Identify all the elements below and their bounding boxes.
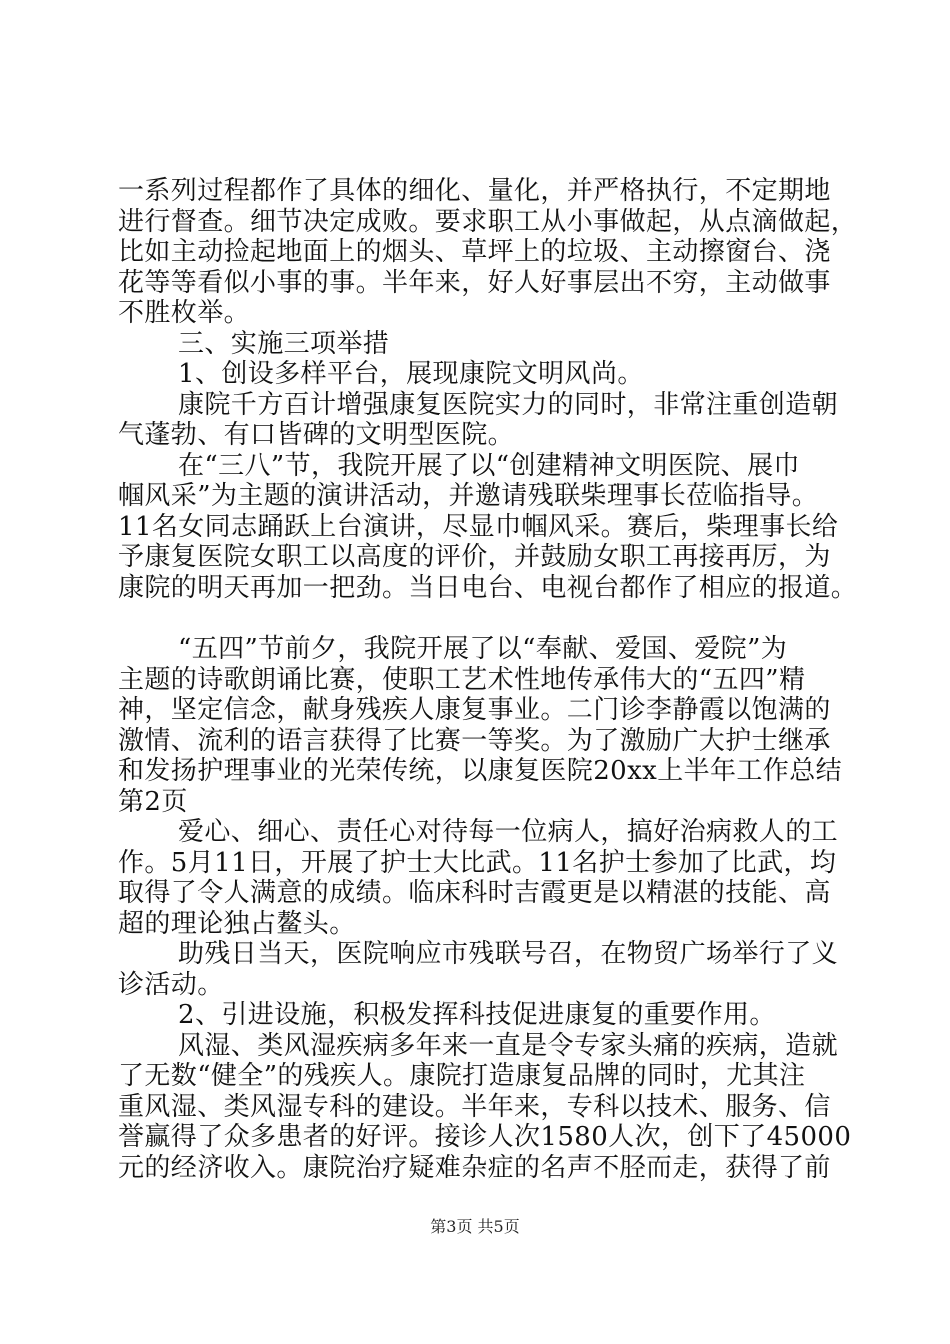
text-line: 和发扬护理事业的光荣传统，以康复医院20xx上半年工作总结: [118, 756, 843, 786]
text-line: 助残日当天，医院响应市残联号召，在物贸广场举行了义: [178, 939, 839, 969]
text-line: 神，坚定信念，献身残疾人康复事业。二门诊李静霞以饱满的: [118, 695, 831, 725]
text-line: 康院的明天再加一把劲。当日电台、电视台都作了相应的报道。: [118, 572, 858, 603]
text-line: 主题的诗歌朗诵比赛，使职工艺术性地传承伟大的“五四”精: [118, 664, 806, 695]
text-line: 元的经济收入。康院治疗疑难杂症的名声不胫而走，获得了前: [118, 1152, 831, 1183]
text-line: 三、实施三项举措: [178, 328, 390, 359]
text-line: 风湿、类风湿疾病多年来一直是令专家头痛的疾病，造就: [178, 1030, 839, 1061]
text-line: 在“三八”节，我院开展了以“创建精神文明医院、展巾: [178, 450, 800, 481]
page-footer: 第3页 共5页: [430, 1217, 520, 1236]
text-line: 取得了令人满意的成绩。临床科时吉霞更是以精湛的技能、高: [118, 878, 831, 908]
text-line: 花等等看似小事的事。半年来，好人好事层出不穷，主动做事: [118, 267, 831, 298]
document-body: [118, 176, 858, 1183]
text-line: 比如主动捡起地面上的烟头、草坪上的垃圾、主动擦窗台、浇: [118, 237, 831, 267]
text-line: 作。5月11日，开展了护士大比武。11名护士参加了比武，均: [118, 847, 837, 878]
text-line: 诊活动。: [118, 969, 224, 1000]
text-line: 气蓬勃、有口皆碑的文明型医院。: [118, 420, 515, 450]
text-line: 爱心、细心、责任心对待每一位病人，搞好治病救人的工: [178, 817, 839, 847]
text-line: 一系列过程都作了具体的细化、量化，并严格执行，不定期地: [118, 176, 831, 206]
blank-line: [118, 603, 848, 634]
text-line: 重风湿、类风湿专科的建设。半年来，专科以技术、服务、信: [118, 1091, 831, 1122]
text-line: 予康复医院女职工以高度的评价，并鼓励女职工再接再厉，为: [118, 542, 831, 572]
text-line: 康院千方百计增强康复医院实力的同时，非常注重创造朝: [178, 389, 839, 420]
text-line: “五四”节前夕，我院开展了以“奉献、爱国、爱院”为: [178, 634, 788, 664]
text-line: 帼风采”为主题的演讲活动，并邀请残联柴理事长莅临指导。: [118, 481, 819, 511]
text-line: 2、引进设施，积极发挥科技促进康复的重要作用。: [178, 1000, 776, 1030]
text-line: 誉赢得了众多患者的好评。接诊人次1580人次，创下了45000: [118, 1122, 852, 1152]
text-line: 第2页: [118, 786, 188, 817]
text-line: 不胜枚举。: [118, 298, 251, 328]
text-line: 激情、流利的语言获得了比赛一等奖。为了激励广大护士继承: [118, 725, 831, 756]
text-line: 1、创设多样平台，展现康院文明风尚。: [178, 359, 644, 389]
text-line: 11名女同志踊跃上台演讲，尽显巾帼风采。赛后，柴理事长给: [118, 511, 839, 542]
text-line: 进行督查。细节决定成败。要求职工从小事做起，从点滴做起，: [118, 206, 858, 237]
text-line: 超的理论独占鳌头。: [118, 908, 356, 939]
text-line: 了无数“健全”的残疾人。康院打造康复品牌的同时，尤其注: [118, 1061, 806, 1091]
